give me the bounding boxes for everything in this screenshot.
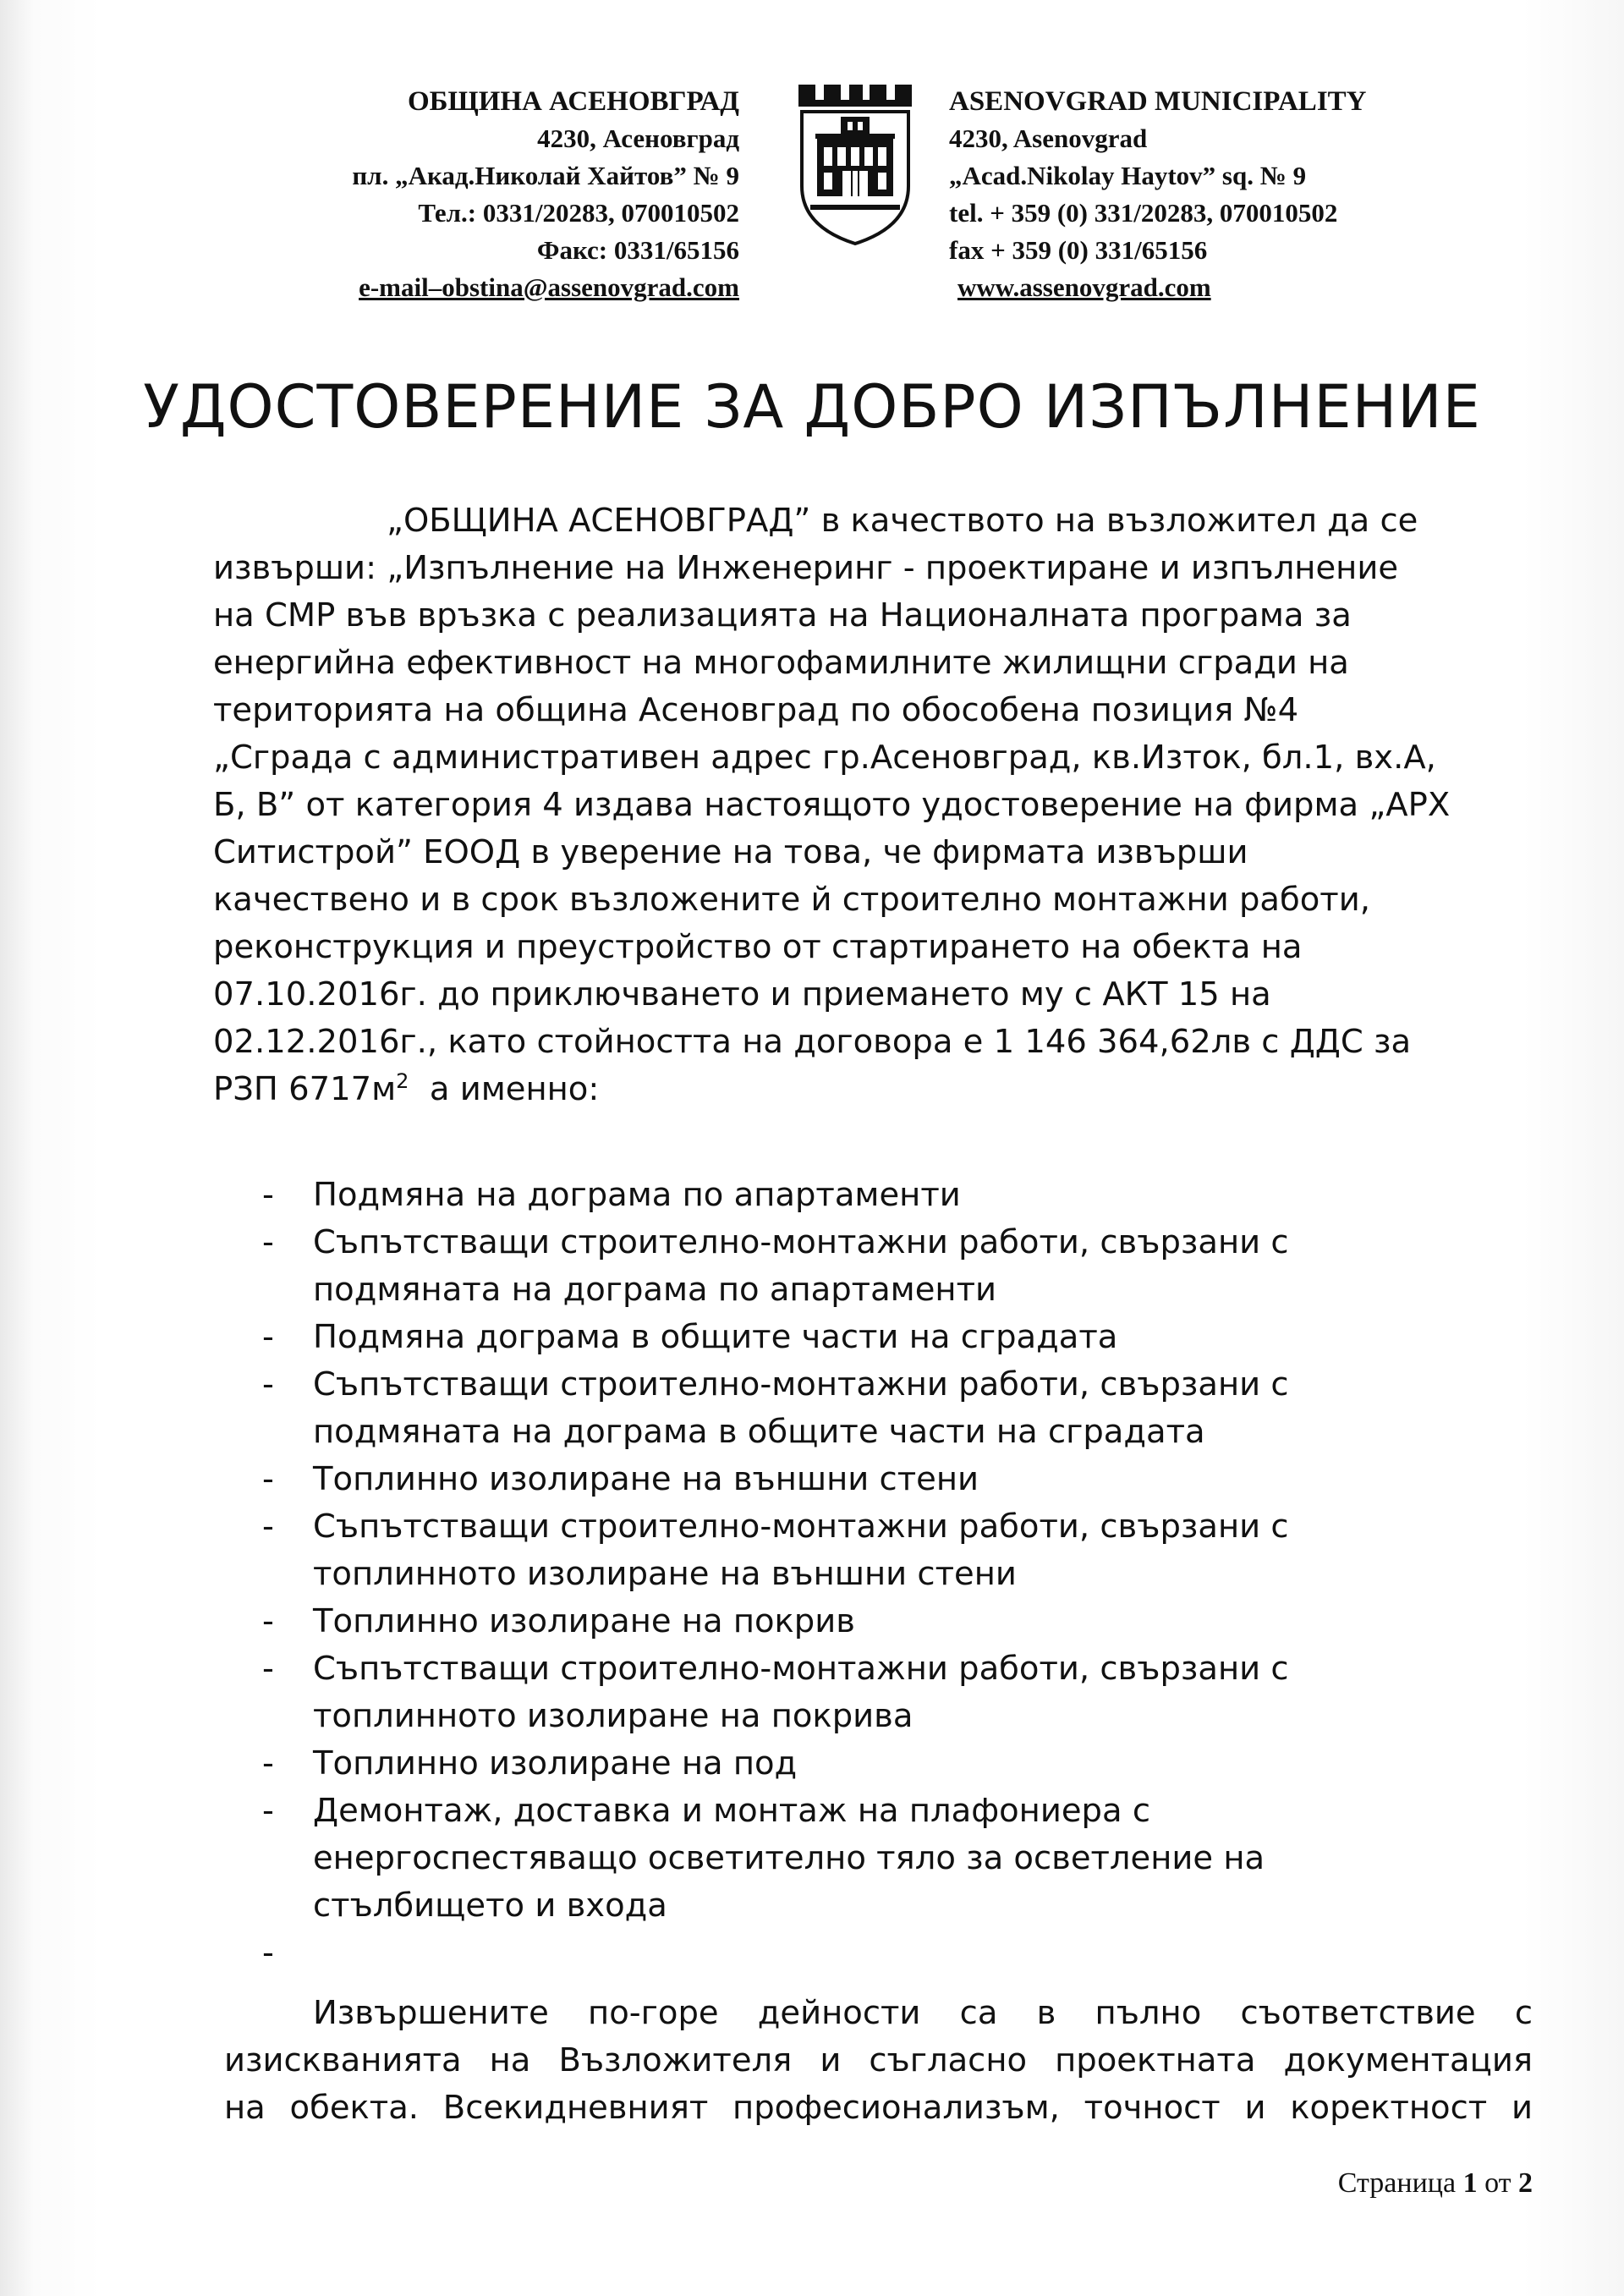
list-item-text: Подмяна на дограма по апартаменти [313, 1176, 961, 1214]
closing-line: на обекта. Всекидневният професионализъм, точност и коректност и [224, 2089, 1533, 2127]
body-line: Ситистрой” ЕООД в уверение на това, че фирмата извърши [213, 833, 1248, 871]
list-item [262, 1219, 1582, 1314]
list-item [262, 1456, 1582, 1503]
address-bg: пл. „Акад.Николай Хайтов” № 9 [352, 161, 739, 190]
municipality-name-en: ASENOVGRAD MUNICIPALITY [949, 86, 1367, 117]
body-line: качествено и в срок възложените й строително монтажни работи, [213, 881, 1370, 919]
municipality-name-bg: ОБЩИНА АСЕНОВГРАД [408, 86, 739, 117]
list-item-text: Демонтаж, доставка и монтаж на плафониера с [313, 1792, 1150, 1830]
list-item [262, 1503, 1582, 1598]
list-item-text: Топлинно изолиране на външни стени [313, 1460, 979, 1498]
page-prefix: Страница [1337, 2167, 1463, 2199]
current-page: 1 [1462, 2167, 1478, 2199]
list-item-text: подмяната на дограма по апартаменти [313, 1271, 997, 1309]
phone-bg: Тел.: 0331/20283, 070010502 [418, 198, 739, 228]
area-after-text: а именно: [409, 1070, 600, 1108]
phone-en: tel. + 359 (0) 331/20283, 070010502 [949, 198, 1338, 228]
list-item [262, 1314, 1582, 1361]
list-item-text: Топлинно изолиране на покрив [313, 1602, 855, 1640]
list-item-text: енергоспестяващо осветително тяло за осветление на [313, 1839, 1265, 1877]
list-item [262, 1172, 1582, 1219]
body-line: „ОБЩИНА АСЕНОВГРАД” в качеството на възложител да се [387, 502, 1418, 540]
list-item [262, 1930, 1582, 1977]
list-item-text: Съпътстващи строително-монтажни работи, свързани с [313, 1508, 1289, 1546]
body-line: 02.12.2016г., като стойността на договора е 1 146 364,62лв с ДДС за [213, 1023, 1412, 1061]
city-en: 4230, Asenovgrad [949, 124, 1148, 153]
closing-paragraph [224, 1990, 1533, 2132]
address-en: „Acad.Nikolay Haytov” sq. № 9 [949, 161, 1307, 190]
list-bullet: - [262, 1318, 274, 1356]
body-line: 07.10.2016г. до приключването и приемането му с АКТ 15 на [213, 975, 1271, 1013]
area-superscript: 2 [396, 1069, 409, 1094]
list-item [262, 1740, 1582, 1788]
list-bullet: - [262, 1365, 274, 1403]
website-link[interactable]: www.assenovgrad.com [957, 272, 1211, 302]
list-bullet: - [262, 1176, 274, 1214]
body-line: „Сграда с административен адрес гр.Асеновград, кв.Изток, бл.1, вх.А, [213, 739, 1436, 777]
body-line: на СМР във връзка с реализацията на Националната програма за [213, 596, 1352, 634]
page-middle: от [1477, 2167, 1518, 2199]
list-item-text: подмяната на дограма в общите части на сградата [313, 1413, 1205, 1451]
list-bullet: - [262, 1792, 274, 1830]
list-item-text: Съпътстващи строително-монтажни работи, свързани с [313, 1365, 1289, 1403]
fax-bg: Факс: 0331/65156 [536, 235, 739, 265]
body-line: Б, В” от категория 4 издава настоящото удостоверение на фирма „АРХ [213, 786, 1451, 824]
closing-line: Извършените по-горе дейности са в пълно съответствие с [313, 1994, 1533, 2032]
fax-en: fax + 359 (0) 331/65156 [949, 235, 1208, 265]
certificate-body [213, 497, 1533, 1113]
body-line: територията на община Асеновград по обособена позиция №4 [213, 691, 1299, 729]
letterhead-english [949, 83, 1367, 306]
document-title: УДОСТОВЕРЕНИЕ ЗА ДОБРО ИЗПЪЛНЕНИЕ [143, 372, 1481, 442]
list-bullet: - [262, 1508, 274, 1546]
list-bullet: - [262, 1602, 274, 1640]
list-item-text: топлинното изолиране на външни стени [313, 1555, 1017, 1593]
body-line: извърши: „Изпълнение на Инженеринг - проектиране и изпълнение [213, 549, 1399, 587]
list-item-text: Подмяна дограма в общите части на сградата [313, 1318, 1118, 1356]
closing-line: изискванията на Възложителя и съгласно проектната документация [224, 2041, 1533, 2079]
list-item [262, 1788, 1582, 1930]
body-line: енергийна ефективност на многофамилните жилищни сгради на [213, 644, 1349, 682]
list-item [262, 1361, 1582, 1456]
list-bullet: - [262, 1650, 274, 1688]
list-item [262, 1645, 1582, 1740]
body-line: реконструкция и преустройство от стартирането на обекта на [213, 928, 1303, 966]
body-line-area [213, 1066, 1533, 1113]
municipality-crest-icon [798, 85, 912, 245]
list-item-text: Съпътстващи строително-монтажни работи, свързани с [313, 1650, 1289, 1688]
list-item-text: стълбището и входа [313, 1887, 667, 1925]
list-item-text: топлинното изолиране на покрива [313, 1697, 914, 1735]
list-bullet: - [262, 1934, 274, 1972]
list-bullet: - [262, 1460, 274, 1498]
works-list [262, 1172, 1582, 1977]
list-bullet: - [262, 1223, 274, 1261]
page-number [1338, 2167, 1533, 2200]
letterhead-bulgarian [352, 83, 739, 306]
list-item-text: Топлинно изолиране на под [313, 1744, 798, 1782]
list-item-text: Съпътстващи строително-монтажни работи, свързани с [313, 1223, 1289, 1261]
total-pages: 2 [1518, 2167, 1533, 2199]
area-text: РЗП 6717м [213, 1070, 397, 1108]
city-bg: 4230, Асеновград [537, 124, 739, 153]
email-link[interactable]: e-mail–obstina@assenovgrad.com [359, 272, 739, 302]
list-bullet: - [262, 1744, 274, 1782]
list-item [262, 1598, 1582, 1645]
